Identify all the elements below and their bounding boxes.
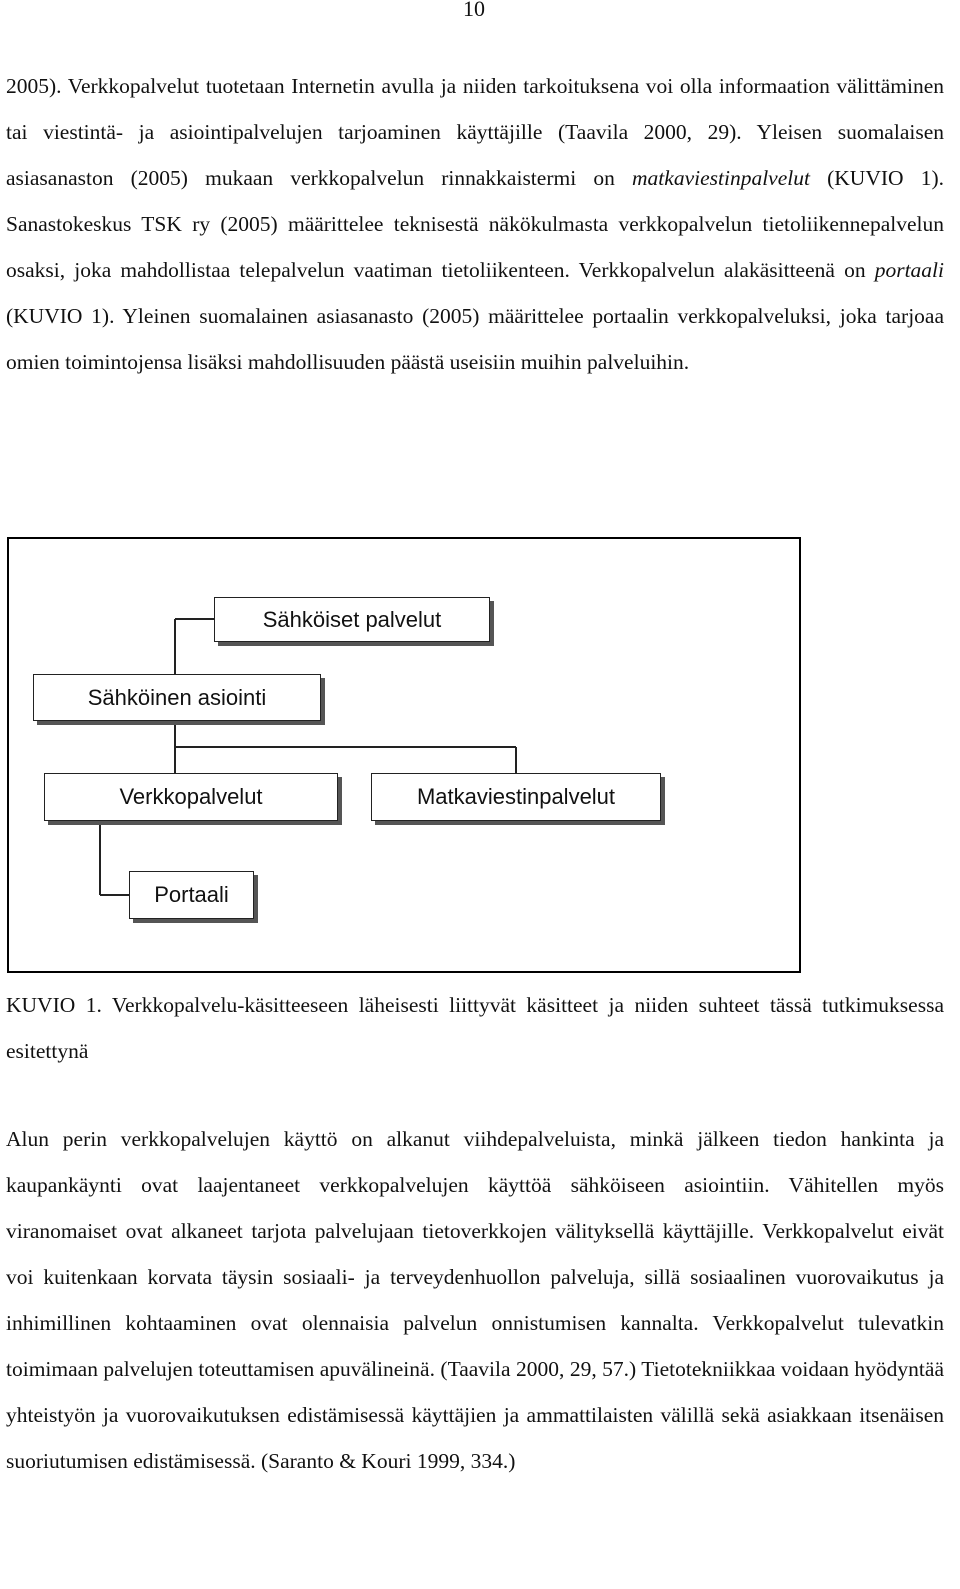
body-paragraph-1 (6, 63, 944, 385)
paragraph-text: (KUVIO 1). Sanastokeskus TSK ry (2005) määrittelee teknisestä näkökulmasta verkkopalvelun tietoliikennepalvelun osaksi, joka mahdollistaa telepalvelun vaatiman tietoliikenteen. Verkkopalvelun alakäsitteenä on (6, 166, 944, 282)
paragraph-text: (KUVIO 1). Yleinen suomalainen asiasanasto (2005) määrittelee portaalin verkkopalveluksi, joka tarjoaa omien toimintojensa lisäksi mahdollisuuden päästä useisiin muihin palveluihin. (6, 304, 944, 374)
node-verkkopalvelut: Verkkopalvelut (44, 773, 338, 821)
node-sahkoiset-palvelut: Sähköiset palvelut (214, 597, 490, 642)
node-portaali: Portaali (129, 871, 254, 919)
body-paragraph-2: Alun perin verkkopalvelujen käyttö on alkanut viihdepalveluista, minkä jälkeen tiedon hankinta ja kaupankäynti ovat laajentaneet verkkopalvelujen käyttöä sähköiseen asiointiin. Vähitellen myös viranomaiset ovat alkaneet tarjota palvelujaan tietoverkkojen välityksellä käyttäjille. Verkkopalvelut eivät voi kuitenkaan korvata täysin sosiaali- ja terveydenhuollon palveluja, sillä sosiaalinen vuorovaikutus ja inhimillinen kohtaaminen ovat olennaisia palvelun onnistumisen kannalta. Verkkopalvelut tulevatkin toimimaan palvelujen toteuttamisen apuvälineinä. (Taavila 2000, 29, 57.) Tietotekniikkaa voidaan hyödyntää yhteistyön ja vuorovaikutuksen edistämisessä käyttäjien ja ammattilaisten välillä sekä asiakkaan itsenäisen suoriutumisen edistämisessä. (Saranto & Kouri 1999, 334.) (6, 1127, 944, 1473)
italic-term-matkaviestinpalvelut: matkaviestinpalvelut (632, 166, 810, 190)
figure-caption: KUVIO 1. Verkkopalvelu-käsitteeseen läheisesti liittyvät käsitteet ja niiden suhteet tässä tutkimuksessa esitettynä (6, 993, 944, 1063)
concept-diagram (7, 537, 801, 973)
page-number: 10 (463, 0, 485, 21)
paragraph-text: 2005). Verkkopalvelut tuotetaan Internetin avulla ja niiden tarkoituksena voi olla informaation välittäminen tai viestintä- ja asiointipalvelujen tarjoaminen käyttäjille (Taavila 2000, 29). Yleisen suomalaisen asiasanaston (2005) mukaan verkkopalvelun rinnakkaistermi on (6, 74, 944, 190)
node-sahkoinen-asiointi: Sähköinen asiointi (33, 674, 321, 721)
italic-term-portaali: portaali (874, 258, 944, 282)
node-matkaviestinpalvelut: Matkaviestinpalvelut (371, 773, 661, 821)
